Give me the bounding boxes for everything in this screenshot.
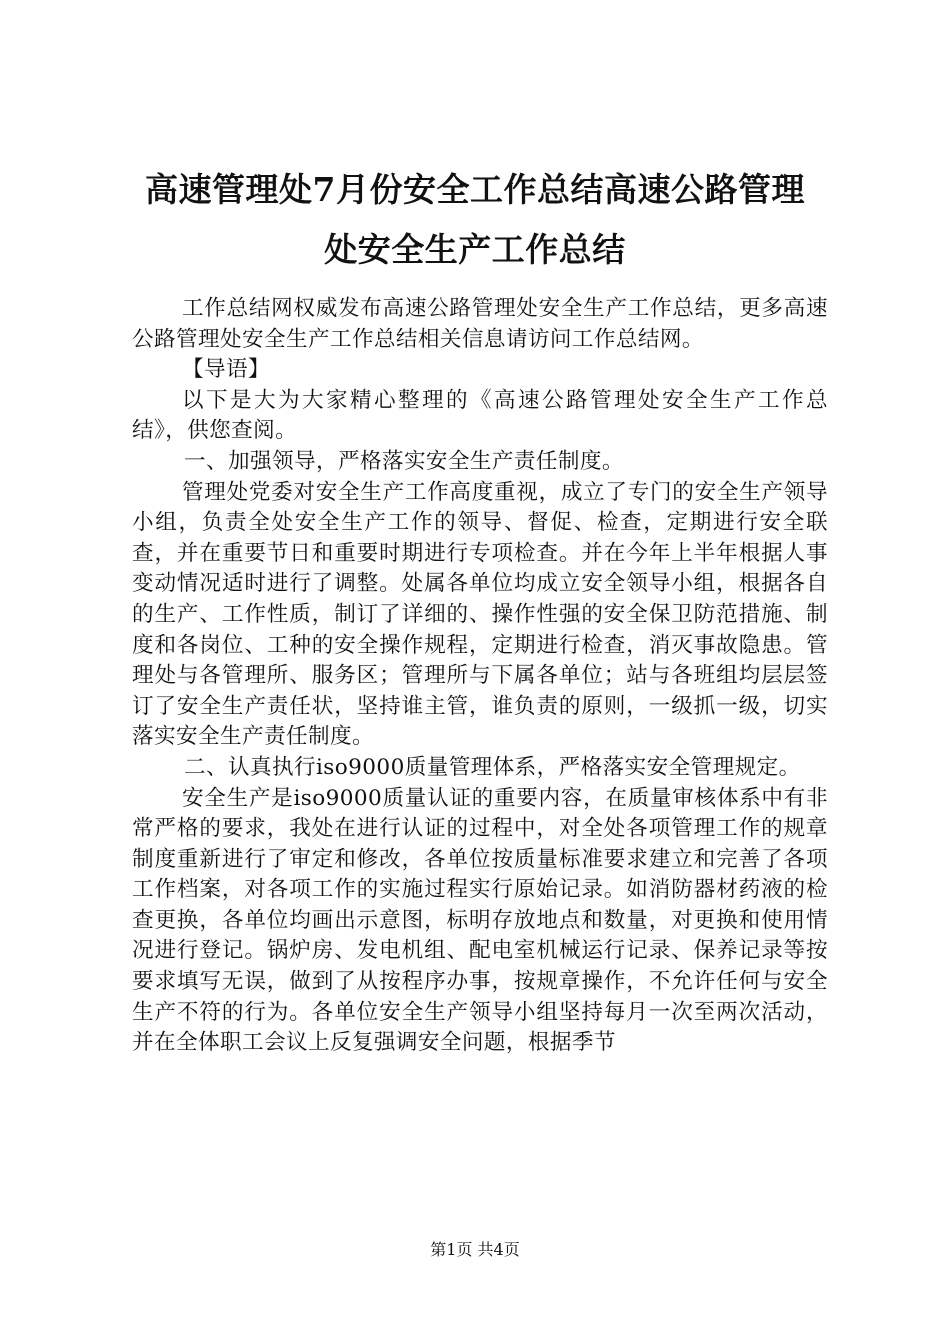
section-paragraph-1: 管理处党委对安全生产工作高度重视，成立了专门的安全生产领导小组，负责全处安全生产工作的领导、督促、检查，定期进行安全联查，并在重要节日和重要时期进行专项检查。并在今年上半年根据人事变动情况适时进行了调整。处属各单位均成立安全领导小组，根据各自的生产、工作性质，制订了详细的、操作性强的安全保卫防范措施、制度和各岗位、工种的安全操作规程，定期进行检查，消灭事故隐患。管理处与各管理所、服务区；管理所与下属各单位；站与各班组均层层签订了安全生产责任状，坚持谁主管，谁负责的原则，一级抓一级，切实落实安全生产责任制度。 (132, 479, 828, 750)
section-heading-2: 二、认真执行iso9000质量管理体系，严格落实安全管理规定。 (184, 754, 801, 780)
lead-heading: 【导语】 (182, 357, 270, 383)
intro-paragraph: 工作总结网权威发布高速公路管理处安全生产工作总结，更多高速公路管理处安全生产工作总结相关信息请访问工作总结网。 (132, 296, 828, 352)
lead-paragraph: 以下是大为大家精心整理的《高速公路管理处安全生产工作总结》，供您查阅。 (132, 387, 828, 444)
section-paragraph-2: 安全生产是iso9000质量认证的重要内容，在质量审核体系中有非常严格的要求，我处在进行认证的过程中，对全处各项管理工作的规章制度重新进行了审定和修改，各单位按质量标准要求建立和完善了各项工作档案，对各项工作的实施过程实行原始记录。如消防器材药液的检查更换，各单位均画出示意图，标明存放地点和数量，对更换和使用情况进行登记。锅炉房、发电机组、配电室机械运行记录、保养记录等按要求填写无误，做到了从按程序办事，按规章操作，不允许任何与安全生产不符的行为。各单位安全生产领导小组坚持每月一次至两次活动，并在全体职工会议上反复强调安全问题，根据季节 (132, 785, 828, 1056)
document-body (132, 294, 828, 1059)
title-line-1: 高速管理处7月份安全工作总结高速公路管理 (145, 170, 805, 209)
page-number-footer: 第1页 共4页 (430, 1240, 520, 1259)
section-heading-1: 一、加强领导，严格落实安全生产责任制度。 (184, 448, 624, 474)
title-line-2: 处安全生产工作总结 (324, 230, 626, 269)
document-title (115, 160, 835, 280)
